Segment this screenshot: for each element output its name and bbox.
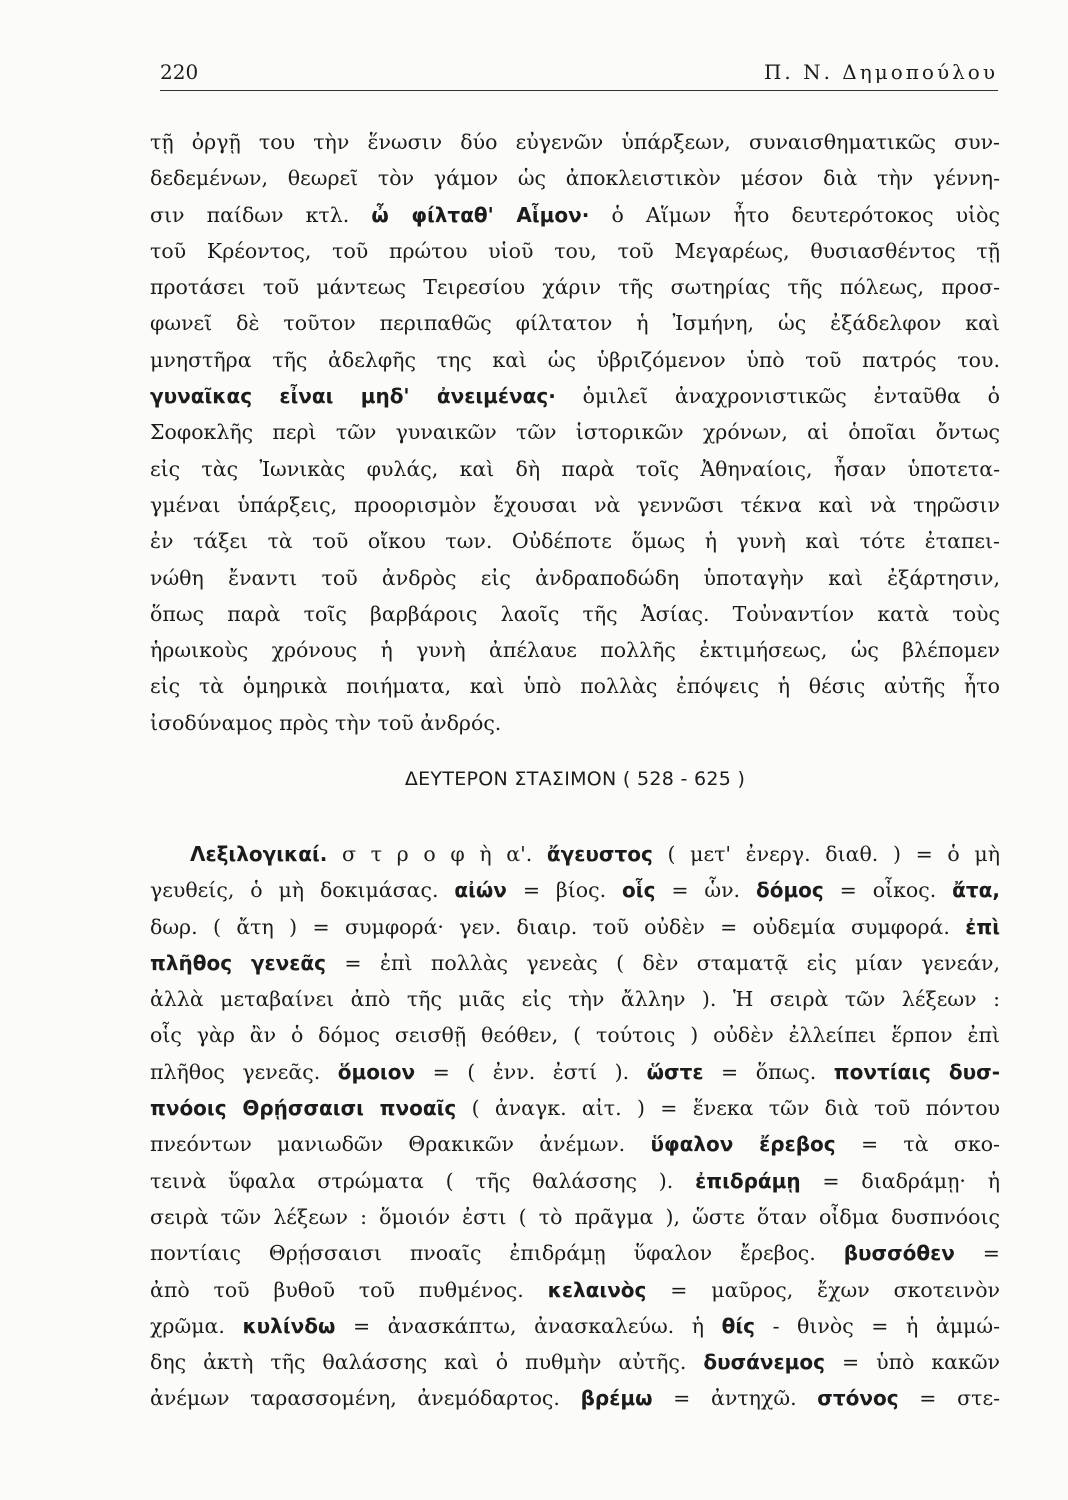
line-text: γμέναι ὑπάρξεις, προορισμὸν ἔχουσαι νὰ γεννῶσι τέκνα καὶ νὰ τηρῶσιν [150,492,1000,517]
text-line [150,1380,1000,1416]
lemma-term: κυλίνδω [242,1313,336,1338]
text-line [150,523,1000,559]
text-line [150,378,1000,414]
line-text: τῇ ὀργῇ του τὴν ἕνωσιν δύο εὐγενῶν ὑπάρξεων, συναισθηματικῶς συν- [150,130,1000,154]
text-line [150,1235,1000,1271]
line-text: - θινὸς = ἡ ἀμμώ- [755,1313,1001,1338]
line-text [532,842,547,866]
page-number: 220 [160,60,199,84]
lemma-term: Λεξιλογικαί. [190,842,328,866]
line-text: ἀπὸ τοῦ βυθοῦ τοῦ πυθμένος. [150,1277,548,1302]
line-text: χρῶμα. [150,1313,243,1338]
line-text: νώθη ἔναντι τοῦ ἀνδρὸς εἰς ἀνδραποδώδη ὑποταγὴν καὶ ἐξάρτησιν, [150,565,1000,590]
text-line [150,233,1000,269]
line-text: = ( ἐνν. ἐστί ). [415,1059,647,1084]
line-text: = στε- [898,1386,1000,1411]
text-line [150,124,1000,160]
line-text [327,842,342,866]
line-text: = διαδράμῃ· ἡ [800,1168,1000,1193]
glossary-paragraph [150,836,1000,1417]
lemma-term: πνόοις Θρῄσσαισι πνοαῖς [150,1096,457,1121]
text-line [150,160,1000,196]
strophe-label: σ τ ρ ο φ ὴ α'. [342,842,533,866]
line-text: ὅπως παρὰ τοῖς βαρβάροις λαοῖς τῆς Ἀσίας. Τοὐναντίον κατὰ τοὺς [150,601,1000,626]
lemma-term: ὅμοιον [337,1059,416,1084]
lemma-term: γυναῖκας εἶναι μηδ' ἀνειμένας· [150,384,556,409]
lemma-term: ποντίαις δυσ- [833,1059,1000,1084]
text-line [150,945,1000,981]
line-text: = ὅπως. [703,1059,834,1084]
text-line [150,342,1000,378]
lemma-term: αἰών [454,878,507,903]
text-line [150,1163,1000,1199]
section-title: ΔΕΥΤΕΡΟΝ ΣΤΑΣΙΜΟΝ ( 528 - 625 ) [404,768,746,790]
line-text: = τὰ σκο- [835,1132,1000,1157]
text-line [150,632,1000,668]
line-text: Σοφοκλῆς περὶ τῶν γυναικῶν τῶν ἱστορικῶν χρόνων, αἱ ὁποῖαι ὄντως [150,420,1000,445]
text-line [150,305,1000,341]
text-line [150,596,1000,632]
text-line [150,836,1000,872]
line-text: οἷς γὰρ ἂν ὁ δόμος σεισθῇ θεόθεν, ( τούτοις ) οὐδὲν ἐλλείπει ἕρπον ἐπὶ [150,1023,1000,1048]
line-text: εἰς τὰ ὁμηρικὰ ποιήματα, καὶ ὑπὸ πολλὰς ἐπόψεις ἡ θέσις αὐτῆς ἦτο [150,674,1000,699]
text-line [150,1308,1000,1344]
line-text: σιν παίδων κτλ. [150,202,372,227]
lemma-term: ἄγευστος [546,842,653,866]
line-text: = οἶκος. [823,878,953,903]
text-line [150,1344,1000,1380]
page-header [160,60,998,91]
lemma-term: δυσάνεμος [703,1350,825,1375]
line-text: ἀλλὰ μεταβαίνει ἀπὸ τῆς μιᾶς εἰς τὴν ἄλλην ). Ἡ σειρὰ τῶν λέξεων : [150,987,1000,1012]
text-line [150,197,1000,233]
text-line [150,1054,1000,1090]
text-line [150,1017,1000,1053]
line-text: ὁ Αἵμων ἦτο δευτερότοκος υἱὸς [589,202,1000,227]
lemma-term: κελαινὸς [547,1277,647,1302]
line-text: εἰς τὰς Ἰωνικὰς φυλάς, καὶ δὴ παρὰ τοῖς Ἀθηναίοις, ἦσαν ὑποτετα- [150,456,1000,481]
running-head: Π. Ν. Δημοπούλου [763,60,998,84]
line-text: = ὑπὸ κακῶν [824,1350,1000,1375]
text-line [150,872,1000,908]
text-line [150,560,1000,596]
line-text: πνεόντων μανιωδῶν Θρακικῶν ἀνέμων. [150,1132,651,1157]
line-text: πλῆθος γενεᾶς. [150,1059,338,1084]
line-text: ἰσοδύναμος πρὸς τὴν τοῦ ἀνδρός. [150,710,502,735]
line-text: προτάσει τοῦ μάντεως Τειρεσίου χάριν τῆς σωτηρίας τῆς πόλεως, προσ- [150,275,1000,300]
line-text: = ἀνασκάπτω, ἀνασκαλεύω. ἡ [335,1313,722,1338]
lemma-term: θίς [721,1313,755,1338]
line-text: ὁμιλεῖ ἀναχρονιστικῶς ἐνταῦθα ὁ [555,384,1001,409]
line-text: σειρὰ τῶν λέξεων : ὅμοιόν ἐστι ( τὸ πρᾶγμα ), ὥστε ὅταν οἶδμα δυσπνόοις [150,1204,1000,1229]
lemma-term: βρέμω [580,1386,653,1411]
lemma-term: ἐπιδράμῃ [695,1168,801,1193]
line-text: ( ἀναγκ. αἰτ. ) = ἕνεκα τῶν διὰ τοῦ πόντου [456,1096,1000,1121]
lemma-term: ὥστε [646,1059,704,1084]
text-line [150,451,1000,487]
line-text: ἀνέμων ταρασσομένη, ἀνεμόδαρτος. [150,1386,581,1411]
text-line [150,668,1000,704]
line-text: δεδεμένων, θεωρεῖ τὸν γάμον ὡς ἀποκλειστικὸν μέσον διὰ τὴν γέννη- [150,166,1000,191]
line-text: τεινὰ ὕφαλα στρώματα ( τῆς θαλάσσης ). [150,1168,696,1193]
line-text: ἐν τάξει τὰ τοῦ οἴκου των. Οὐδέποτε ὅμως ἡ γυνὴ καὶ τότε ἐταπει- [150,529,1000,554]
text-line [150,414,1000,450]
line-text: ἡρωικοὺς χρόνους ἡ γυνὴ ἀπέλαυε πολλῆς ἐκτιμήσεως, ὡς βλέπομεν [150,638,1000,663]
lemma-term: ὦ φίλταθ' Αἷμον· [371,202,590,227]
lemma-term: πλῆθος γενεᾶς [150,950,327,975]
line-text: ποντίαις Θρῄσσαισι πνοαῖς ἐπιδράμῃ ὕφαλον ἔρεβος. [150,1241,844,1266]
lemma-term: ἐπὶ [965,914,1000,939]
line-text: ( μετ' ἐνεργ. διαθ. ) = ὁ μὴ [652,842,1000,866]
line-text: = ὧν. [655,878,756,903]
text-line [150,1090,1000,1126]
text-line [150,269,1000,305]
line-text: = μαῦρος, ἔχων σκοτεινὸν [646,1277,1000,1302]
line-text: τοῦ Κρέοντος, τοῦ πρώτου υἱοῦ του, τοῦ Μεγαρέως, θυσιασθέντος τῇ [150,238,1000,263]
lemma-term: ὕφαλον ἔρεβος [650,1132,836,1157]
text-line [150,705,1000,741]
lemma-term: οἷς [622,878,656,903]
line-text: = [954,1241,1000,1266]
lemma-term: ἄτα, [952,878,1000,903]
text-line [150,1199,1000,1235]
lemma-term: στόνος [817,1386,899,1411]
line-text: μνηστῆρα τῆς ἀδελφῆς της καὶ ὡς ὑβριζόμενον ὑπὸ τοῦ πατρός του. [150,347,1000,372]
text-line [150,909,1000,945]
line-text: = βίος. [506,878,623,903]
lemma-term: δόμος [755,878,824,903]
line-text: = ἀντηχῶ. [652,1386,818,1411]
text-line [150,1126,1000,1162]
line-text: φωνεῖ δὲ τοῦτον περιπαθῶς φίλτατον ἡ Ἰσμήνη, ὡς ἐξάδελφον καὶ [150,311,1000,336]
text-line [150,1272,1000,1308]
line-text: δης ἀκτὴ τῆς θαλάσσης καὶ ὁ πυθμὴν αὐτῆς. [150,1350,704,1375]
line-text: δωρ. ( ἄτη ) = συμφορά· γεν. διαιρ. τοῦ οὐδὲν = οὐδεμία συμφορά. [150,914,966,939]
text-line [150,487,1000,523]
commentary-paragraph [150,124,1000,741]
lemma-term: βυσσόθεν [843,1241,955,1266]
text-line [150,981,1000,1017]
line-text: γευθείς, ὁ μὴ δοκιμάσας. [150,878,455,903]
line-text: = ἐπὶ πολλὰς γενεὰς ( δὲν σταματᾷ εἰς μίαν γενεάν, [326,950,1001,975]
